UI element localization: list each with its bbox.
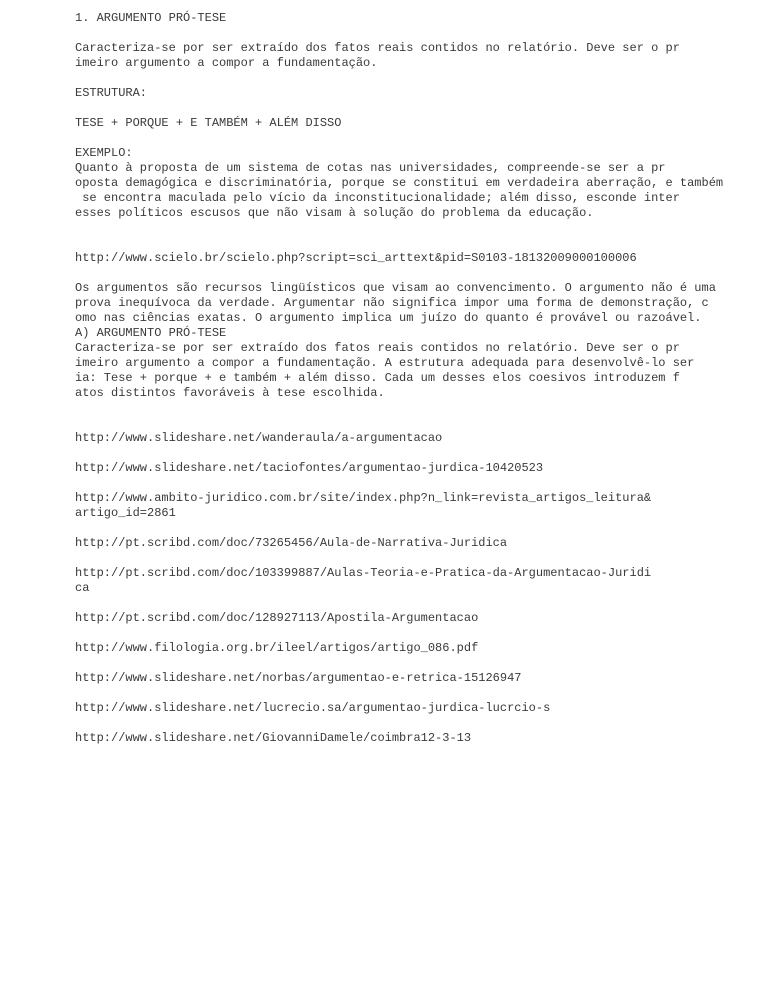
blank-line [75, 626, 765, 641]
text-line: atos distintos favoráveis à tese escolhida. [75, 386, 385, 400]
url-text-line: http://www.scielo.br/scielo.php?script=sci_arttext&pid=S0103-18132009000100006 [75, 251, 637, 265]
blank-line [75, 401, 765, 416]
url-text-line: http://www.ambito-juridico.com.br/site/index.php?n_link=revista_artigos_leitura& [75, 491, 652, 505]
blank-line [75, 596, 765, 611]
blank-line [75, 551, 765, 566]
text-line: omo nas ciências exatas. O argumento implica um juízo do quanto é provável ou razoável. [75, 311, 702, 325]
blank-line [75, 71, 765, 86]
url-text-line: http://www.slideshare.net/taciofontes/argumentao-jurdica-10420523 [75, 461, 544, 475]
blank-line [75, 236, 765, 251]
text-line: se encontra maculada pelo vício da inconstitucionalidade; além disso, esconde inter [75, 191, 680, 205]
blank-line [75, 716, 765, 731]
blank-line [75, 266, 765, 281]
text-line: EXEMPLO: [75, 146, 133, 160]
document-page [75, 11, 765, 746]
url-text-line: http://www.slideshare.net/wanderaula/a-argumentacao [75, 431, 443, 445]
text-line: imeiro argumento a compor a fundamentação. [75, 56, 378, 70]
text-line: Quanto à proposta de um sistema de cotas nas universidades, compreende-se ser a pr [75, 161, 666, 175]
text-line: ia: Tese + porque + e também + além disso. Cada um desses elos coesivos introduzem f [75, 371, 680, 385]
text-line: esses políticos escusos que não visam à solução do problema da educação. [75, 206, 594, 220]
url-text-line: http://pt.scribd.com/doc/103399887/Aulas-Teoria-e-Pratica-da-Argumentacao-Juridi [75, 566, 652, 580]
blank-line [75, 221, 765, 236]
text-line: Caracteriza-se por ser extraído dos fatos reais contidos no relatório. Deve ser o pr [75, 341, 680, 355]
text-line: imeiro argumento a compor a fundamentação. A estrutura adequada para desenvolvê-lo ser [75, 356, 695, 370]
url-text-line: http://www.filologia.org.br/ileel/artigos/artigo_086.pdf [75, 641, 479, 655]
text-line: artigo_id=2861 [75, 506, 176, 520]
blank-line [75, 446, 765, 461]
blank-line [75, 131, 765, 146]
url-text-line: http://www.slideshare.net/lucrecio.sa/argumentao-jurdica-lucrcio-s [75, 701, 551, 715]
blank-line [75, 476, 765, 491]
text-line: A) ARGUMENTO PRÓ-TESE [75, 326, 227, 340]
text-line: oposta demagógica e discriminatória, porque se constitui em verdadeira aberração, e também [75, 176, 724, 190]
text-line: TESE + PORQUE + E TAMBÉM + ALÉM DISSO [75, 116, 342, 130]
blank-line [75, 101, 765, 116]
text-line: ca [75, 581, 90, 595]
url-text-line: http://www.slideshare.net/GiovanniDamele/coimbra12-3-13 [75, 731, 472, 745]
text-line: 1. ARGUMENTO PRÓ-TESE [75, 11, 227, 25]
url-text-line: http://pt.scribd.com/doc/128927113/Apostila-Argumentacao [75, 611, 479, 625]
text-line: ESTRUTURA: [75, 86, 148, 100]
text-line: Os argumentos são recursos lingüísticos que visam ao convencimento. O argumento não é uma [75, 281, 716, 295]
blank-line [75, 521, 765, 536]
url-text-line: http://pt.scribd.com/doc/73265456/Aula-de-Narrativa-Juridica [75, 536, 508, 550]
text-line: Caracteriza-se por ser extraído dos fatos reais contidos no relatório. Deve ser o pr [75, 41, 680, 55]
blank-line [75, 416, 765, 431]
url-text-line: http://www.slideshare.net/norbas/argumentao-e-retrica-15126947 [75, 671, 522, 685]
blank-line [75, 26, 765, 41]
text-line: prova inequívoca da verdade. Argumentar não significa impor uma forma de demonstração, c [75, 296, 709, 310]
blank-line [75, 656, 765, 671]
blank-line [75, 686, 765, 701]
